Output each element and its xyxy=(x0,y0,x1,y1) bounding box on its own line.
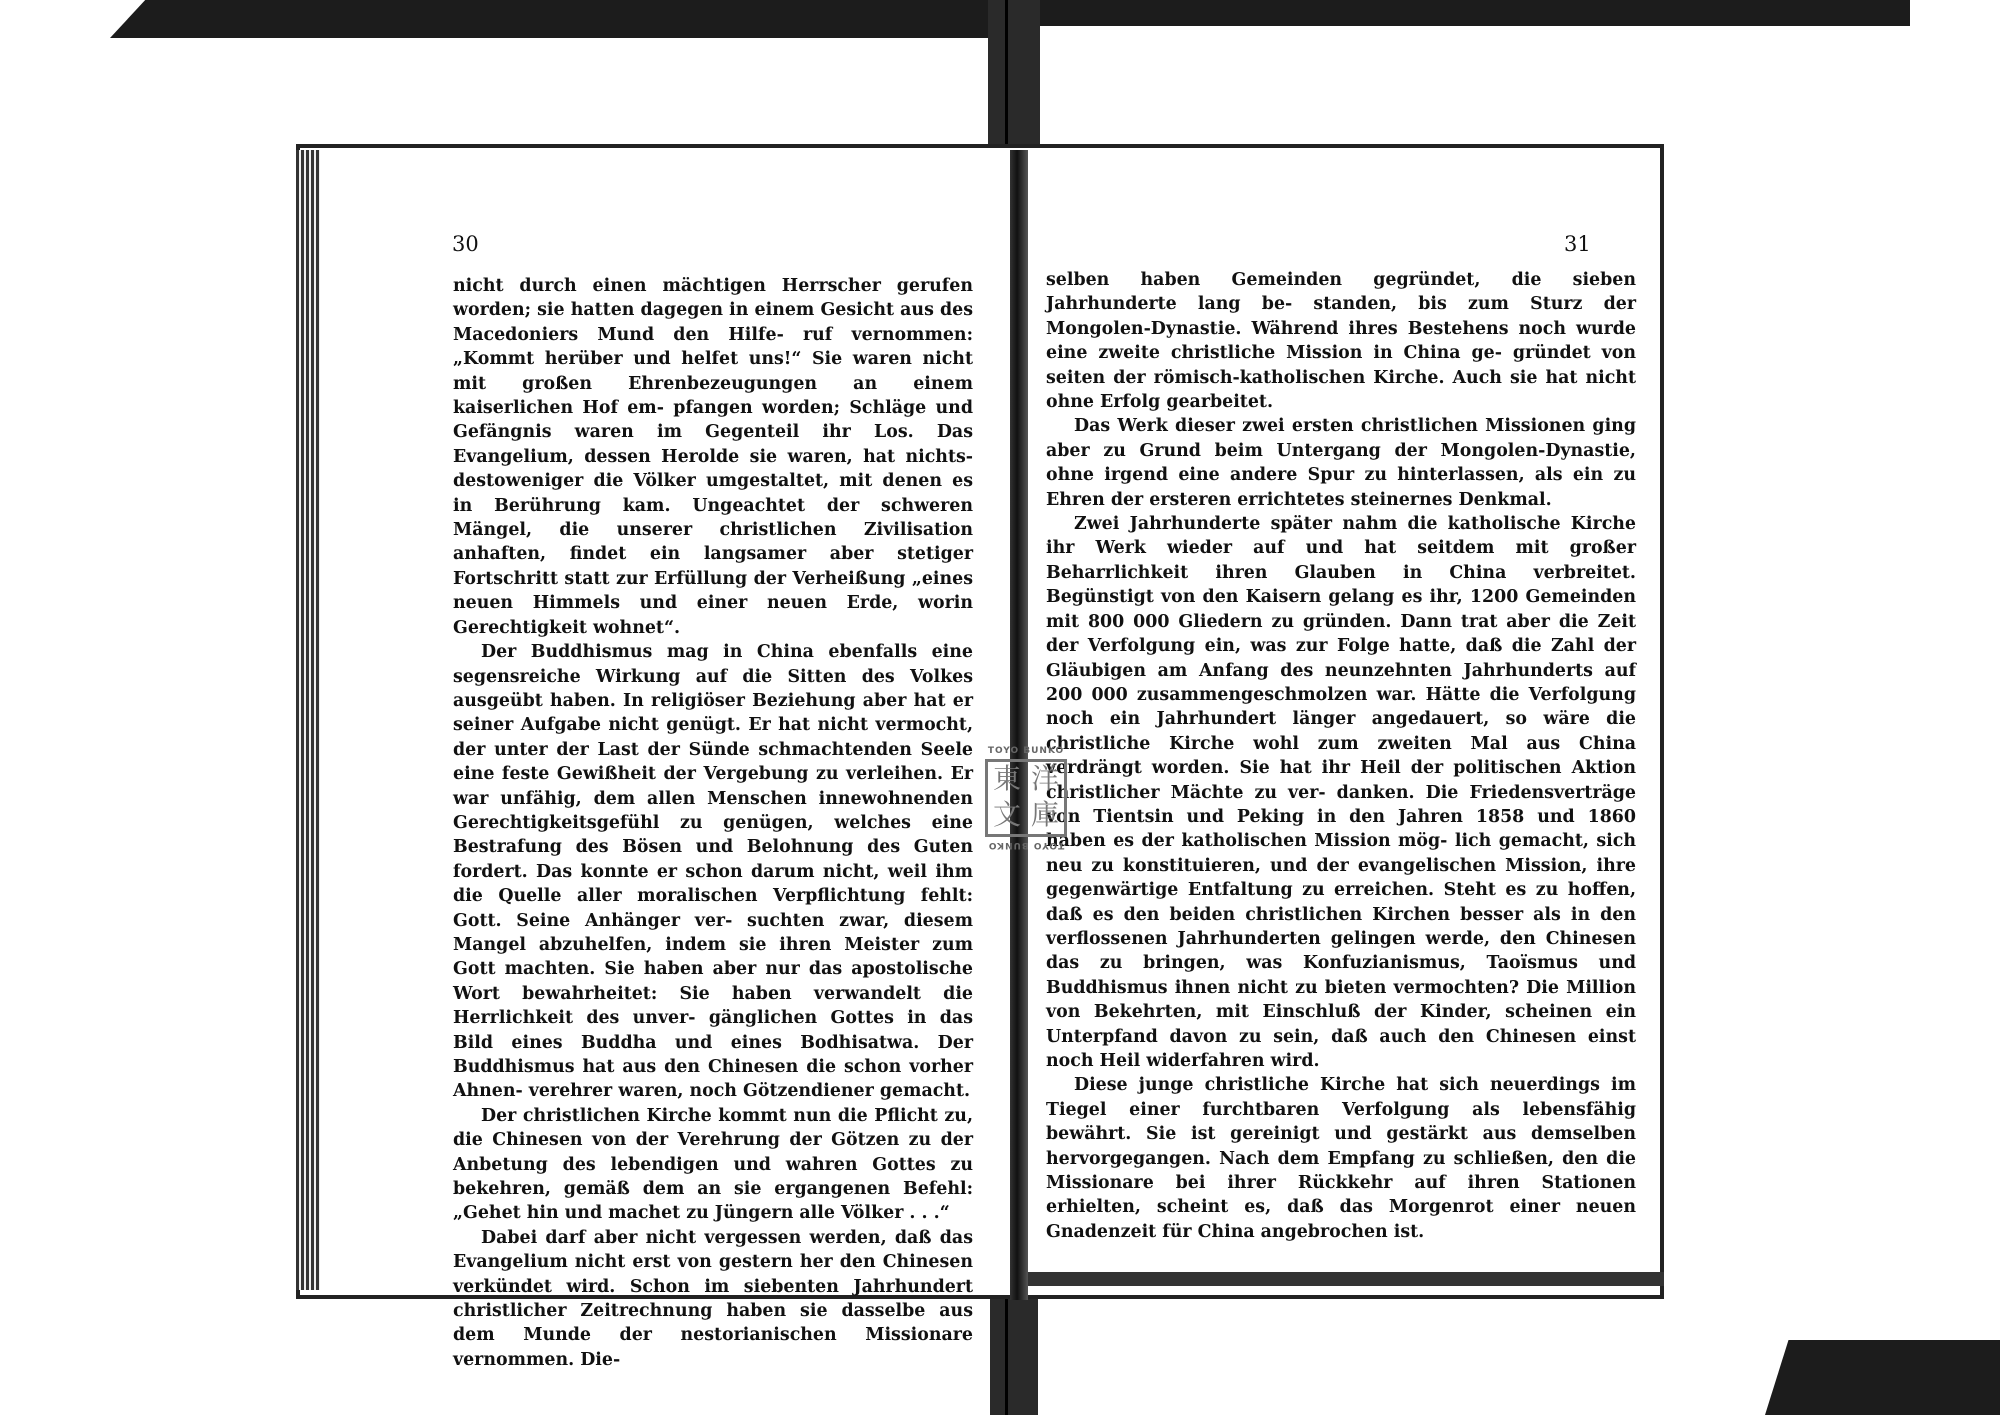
book-edge-left xyxy=(296,150,320,1290)
seal-character: 東 xyxy=(992,762,1021,795)
stamp-label-top: TOYO BUNKO xyxy=(987,746,1065,756)
fold-line-bottom xyxy=(1005,1290,1008,1415)
seal-character: 洋 xyxy=(1030,762,1059,795)
page-number-right: 31 xyxy=(1564,232,1591,256)
paragraph: Das Werk dieser zwei ersten christlichen Missionen ging aber zu Grund beim Untergang der Mongolen-Dynastie, ohne irgend eine andere Spur zu hinterlassen, als ein zu Ehren der ersteren errichtetes steinernes Denkmal. xyxy=(1046,416,1636,510)
left-page xyxy=(322,150,1008,1370)
spine-shadow-top xyxy=(988,0,1040,165)
seal-icon xyxy=(985,759,1067,837)
right-page-text xyxy=(1046,268,1636,1244)
paragraph: Der Buddhismus mag in China ebenfalls eine segensreiche Wirkung auf die Sitten des Volkes ausgeübt haben. In religiöser Beziehung aber hat er seiner Aufgabe nicht genügt. Er hat nicht vermocht, der unter der Last der Sünde schmachtenden Seele eine feste Gewißheit der Vergebung zu verleihen. Er war unfähig, dem allen Menschen innewohnenden Gerechtigkeitsgefühl zu genügen, welches eine Bestrafung des Bösen und Belohnung des Guten fordert. Das konnte er schon darum nicht, weil ihm die Quelle aller moralischen Verpflichtung fehlt: Gott. Seine Anhänger ver- suchten zwar, diesem Mangel abzuhelfen, indem sie ihren Meister zum Gott machten. Sie haben aber nur das apostolische Wort bewahrheitet: Sie haben verwandelt die Herrlichkeit des unver- gänglichen Gottes in das Bild eines Buddha und eines Bodhisatwa. Der Buddhismus hat aus den Chinesen die schon vorher Ahnen- verehrer waren, noch Götzendiener gemacht. xyxy=(453,642,973,1102)
scan-border-top-right xyxy=(1040,0,1910,26)
left-page-text xyxy=(453,274,973,1372)
paragraph: nicht durch einen mächtigen Herrscher gerufen worden; sie hatten dagegen in einem Gesicht aus des Macedoniers Mund den Hilfe- ruf vernommen: „Kommt herüber und helfet uns!“ Sie waren nicht mit großen Ehrenbezeugungen an einem kaiserlichen Hof em- pfangen worden; Schläge und Gefängnis waren im Gegenteil ihr Los. Das Evangelium, dessen Herolde sie waren, hat nichts- destoweniger die Völker umgestaltet, mit denen es in Berührung kam. Ungeachtet der schweren Mängel, die unserer christlichen Zivilisation anhaften, findet ein langsamer aber stetiger Fortschritt statt zur Erfüllung der Verheißung „eines neuen Himmels und einer neuen Erde, worin Gerechtigkeit wohnet“. xyxy=(453,276,973,638)
book-gutter xyxy=(1010,150,1028,1300)
spine-shadow-bottom xyxy=(990,1290,1038,1415)
scan-border-top-left xyxy=(110,0,990,38)
paragraph: Der christlichen Kirche kommt nun die Pflicht zu, die Chinesen von der Verehrung der Götzen zu der Anbetung des lebendigen und wahren Gottes zu bekehren, gemäß dem an sie ergangenen Befehl: „Gehet hin und machet zu Jüngern alle Völker . . .“ xyxy=(453,1105,973,1224)
seal-character: 文 xyxy=(992,798,1021,831)
scan-border-bottom-right xyxy=(1765,1340,2000,1415)
paragraph: Zwei Jahrhunderte später nahm die katholische Kirche ihr Werk wieder auf und hat seitdem mit großer Beharrlichkeit ihren Glauben in China verbreitet. Begünstigt von den Kaisern gelang es ihr, 1200 Gemeinden mit 800 000 Gliedern zu gründen. Dann trat aber die Zeit der Verfolgung ein, was zur Folge hatte, daß die Zahl der Gläubigen am Anfang des neunzehnten Jahrhunderts auf 200 000 zusammengeschmolzen war. Hätte die Verfolgung noch ein Jahrhundert länger angedauert, so wäre die christliche Kirche wohl zum zweiten Mal aus China verdrängt worden. Sie hat ihr Heil der politischen Aktion christlicher Mächte zu ver- danken. Die Friedensverträge von Tientsin und Peking in den Jahren 1858 und 1860 haben es der katholischen Mission mög- lich gemacht, sich neu zu konstituieren, und der evangelischen Mission, ihre gegenwärtige Entfaltung zu erreichen. Steht es zu hoffen, daß es den beiden christlichen Kirchen besser als in den verflossenen Jahrhunderten gelingen werde, den Chinesen das zu bringen, was Konfuzianismus, Taoïsmus und Buddhismus ihnen nicht zu bieten vermochten? Die Million von Bekehrten, mit Einschluß der Kinder, scheinen ein Unterpfand davon zu sein, daß auch den Chinesen einst noch Heil widerfahren wird. xyxy=(1046,514,1636,1071)
paragraph: selben haben Gemeinden gegründet, die sieben Jahrhunderte lang be- standen, bis zum Sturz der Mongolen-Dynastie. Während ihres Bestehens noch wurde eine zweite christliche Mission in China ge- gründet von seiten der römisch-katholischen Kirche. Auch sie hat nicht ohne Erfolg gearbeitet. xyxy=(1046,270,1636,413)
stamp-label-bottom: TOYO BUNKO xyxy=(987,840,1065,850)
page-number-left: 30 xyxy=(452,232,479,256)
paragraph: Diese junge christliche Kirche hat sich neuerdings im Tiegel einer furchtbaren Verfolgung als lebensfähig bewährt. Sie ist gereinigt und gestärkt aus demselben hervorgegangen. Nach dem Empfang zu schließen, den die Missionare bei ihrer Rückkehr auf ihren Stationen erhielten, scheint es, daß das Morgenrot einer neuen Gnadenzeit für China angebrochen ist. xyxy=(1046,1075,1636,1242)
right-page xyxy=(1030,150,1660,1285)
seal-character: 庫 xyxy=(1030,798,1059,831)
library-stamp xyxy=(980,745,1072,853)
fold-line-top xyxy=(1005,0,1008,160)
paragraph: Dabei darf aber nicht vergessen werden, daß das Evangelium nicht erst von gestern her den Chinesen verkündet wird. Schon im siebenten Jahrhundert christlicher Zeitrechnung haben sie dasselbe aus dem Munde der nestorianischen Missionare vernommen. Die- xyxy=(453,1227,973,1370)
